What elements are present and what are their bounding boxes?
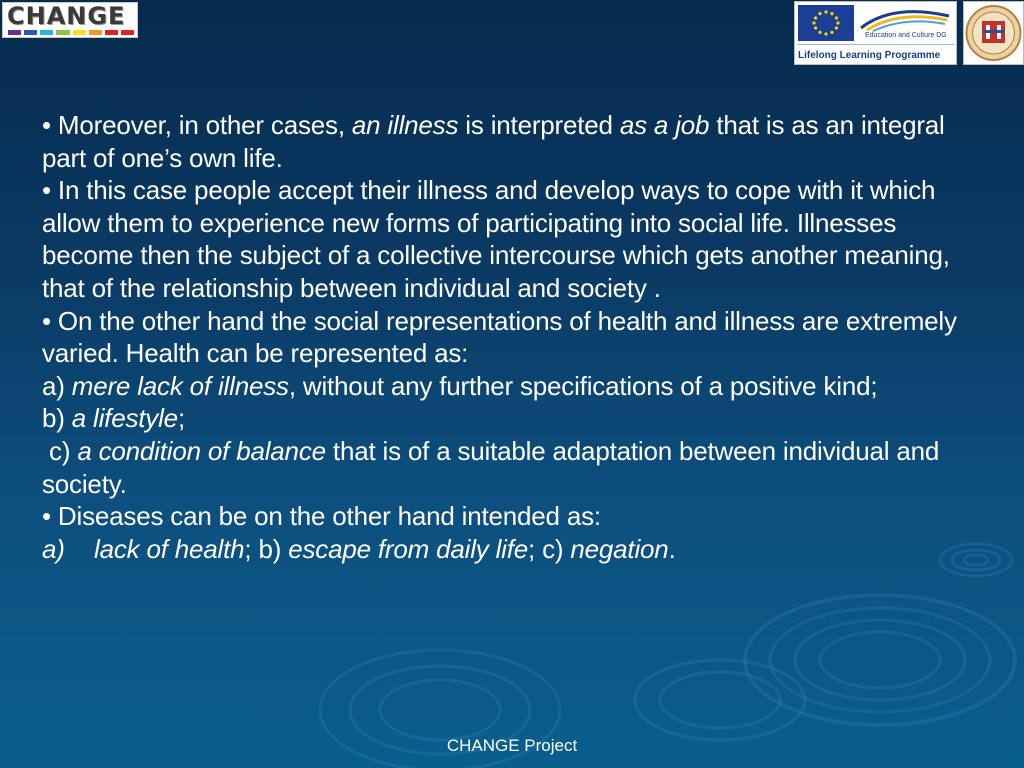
item-label: a) — [42, 370, 72, 401]
paragraph-illness-as-job — [42, 109, 992, 174]
italic-term: mere lack of illness — [71, 370, 289, 401]
italic-term: a condition of balance — [77, 435, 326, 466]
text-segment: . — [668, 533, 676, 564]
paragraph-diseases: • Diseases can be on the other hand intended as: — [42, 501, 601, 532]
text-segment: that is as an integral part of one’s own life. — [42, 110, 945, 173]
change-logo — [2, 2, 138, 38]
llp-logo — [794, 1, 957, 65]
item-label: c) — [42, 435, 78, 466]
text-segment: that is of a suitable adaptation between individual and society. — [42, 435, 940, 499]
text-segment: is interpreted — [458, 110, 620, 140]
item-b — [42, 402, 992, 435]
text-segment: ; — [177, 403, 185, 434]
eu-flag-icon — [798, 5, 854, 41]
diseases-list — [42, 533, 992, 566]
italic-term: lack of health — [94, 533, 245, 564]
text-segment: ; b) — [244, 533, 289, 564]
item-label: a) — [42, 533, 65, 564]
llp-divider — [797, 44, 954, 45]
slide-body — [42, 109, 992, 565]
seal-icon — [964, 2, 1023, 64]
text-segment: , without any further specifications of a positive kind; — [288, 370, 878, 401]
italic-term: a lifestyle — [71, 403, 178, 434]
change-logo-stripes — [8, 30, 134, 35]
text-segment: • Moreover, in other cases, — [42, 110, 352, 140]
llp-swoosh-icon — [859, 6, 951, 32]
university-seal — [963, 1, 1024, 65]
footer-text: CHANGE Project — [446, 736, 578, 755]
paragraph-representations: • On the other hand the social representations of health and illness are extremely varied. Health can be represented as: — [42, 305, 957, 369]
change-logo-text: CHANGE — [7, 2, 126, 30]
italic-term: an illness — [351, 110, 459, 140]
item-label: b) — [42, 403, 72, 434]
italic-term: escape from daily life — [288, 533, 529, 564]
item-a — [42, 370, 992, 403]
text-segment: ; c) — [528, 533, 571, 564]
paragraph-coping: • In this case people accept their illness and develop ways to cope with it which allow them to experience new forms of participating into social life. Illnesses become then the subject of a collective intercourse which gets another meaning, that of the relationship between individual and society . — [42, 175, 950, 303]
italic-term: negation — [570, 533, 669, 564]
item-c — [42, 435, 992, 500]
llp-education-text: Education and Culture DG — [865, 32, 947, 39]
llp-programme-text: Lifelong Learning Programme — [798, 50, 941, 61]
italic-term: as a job — [619, 110, 710, 140]
